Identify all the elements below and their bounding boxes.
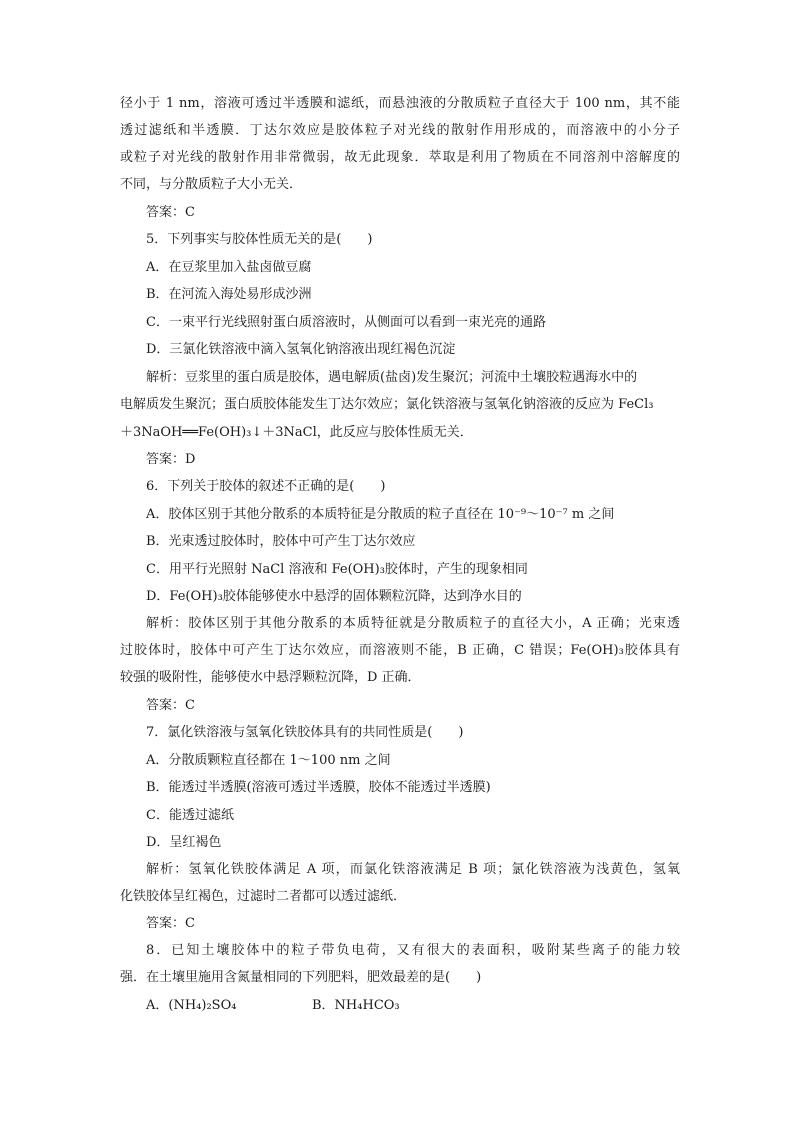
q6-answer: 答案：C (146, 698, 195, 713)
q6-analysis-line-2: 过胶体时，胶体中可产生丁达尔效应，而溶液则不能，B 正确，C 错误；Fe(OH)₃胶体具有 (120, 643, 680, 658)
q5-option-c: C．一束平行光线照射蛋白质溶液时，从侧面可以看到一束光亮的通路 (146, 315, 546, 330)
q5-stem: 5．下列事实与胶体性质无关的是( ) (146, 232, 373, 247)
q8-stem-line-2: 强．在土壤里施用含氮量相同的下列肥料，肥效最差的是( ) (120, 970, 482, 985)
q5-option-d: D．三氯化铁溶液中滴入氢氧化钠溶液出现红褐色沉淀 (146, 342, 456, 357)
q5-option-a: A．在豆浆里加入盐卤做豆腐 (146, 260, 312, 275)
q8-option-a: A．(NH₄)₂SO₄ (146, 998, 237, 1013)
intro-line-2: 透过滤纸和半透膜．丁达尔效应是胶体粒子对光线的散射作用形成的，而溶液中的小分子 (120, 123, 680, 138)
q6-analysis-line-1: 解析：胶体区别于其他分散系的本质特征就是分散质粒子的直径大小，A 正确；光束透 (146, 616, 680, 631)
q5-option-b: B．在河流入海处易形成沙洲 (146, 287, 312, 302)
q5-analysis-line-1: 解析：豆浆里的蛋白质是胶体，遇电解质(盐卤)发生聚沉；河流中土壤胶粒遇海水中的 (146, 370, 638, 385)
q7-analysis-line-1: 解析：氢氧化铁胶体满足 A 项，而氯化铁溶液满足 B 项；氯化铁溶液为浅黄色，氢氧 (146, 862, 680, 877)
q6-option-a: A．胶体区别于其他分散系的本质特征是分散质的粒子直径在 10⁻⁹～10⁻⁷ m 之间 (146, 507, 615, 522)
q6-option-c: C．用平行光照射 NaCl 溶液和 Fe(OH)₃胶体时，产生的现象相同 (146, 562, 528, 577)
q7-stem: 7．氯化铁溶液与氢氧化铁胶体具有的共同性质是( ) (146, 725, 464, 740)
q8-option-b: B．NH₄HCO₃ (312, 998, 400, 1013)
intro-answer: 答案：C (146, 205, 195, 220)
q6-option-d: D．Fe(OH)₃胶体能够使水中悬浮的固体颗粒沉降，达到净水目的 (146, 589, 522, 604)
q5-analysis-line-2: 电解质发生聚沉；蛋白质胶体能发生丁达尔效应；氯化铁溶液与氢氧化钠溶液的反应为 FeCl₃ (120, 397, 654, 412)
q7-analysis-line-2: 化铁胶体呈红褐色，过滤时二者都可以透过滤纸． (120, 889, 407, 904)
intro-line-3: 或粒子对光线的散射作用非常微弱，故无此现象．萃取是利用了物质在不同溶剂中溶解度的 (120, 150, 680, 165)
q5-answer: 答案：D (146, 452, 196, 467)
q7-option-b: B．能透过半透膜(溶液可透过半透膜，胶体不能透过半透膜) (146, 780, 491, 795)
q7-option-c: C．能透过滤纸 (146, 808, 234, 823)
q7-answer: 答案：C (146, 916, 195, 931)
q8-stem-line-1: 8．已知土壤胶体中的粒子带负电荷，又有很大的表面积，吸附某些离子的能力较 (146, 943, 680, 958)
q6-stem: 6．下列关于胶体的叙述不正确的是( ) (146, 479, 386, 494)
intro-line-1: 径小于 1 nm，溶液可透过半透膜和滤纸，而悬浊液的分散质粒子直径大于 100 nm，其不能 (120, 96, 680, 111)
q7-option-a: A．分散质颗粒直径都在 1～100 nm 之间 (146, 753, 391, 768)
q6-analysis-line-3: 较强的吸附性，能够使水中悬浮颗粒沉降，D 正确． (120, 670, 421, 685)
q5-analysis-line-3: ＋3NaOH══Fe(OH)₃↓＋3NaCl，此反应与胶体性质无关． (120, 425, 473, 440)
q7-option-d: D．呈红褐色 (146, 835, 222, 850)
intro-line-4: 不同，与分散质粒子大小无关． (120, 177, 303, 192)
q6-option-b: B．光束透过胶体时，胶体中可产生丁达尔效应 (146, 534, 416, 549)
